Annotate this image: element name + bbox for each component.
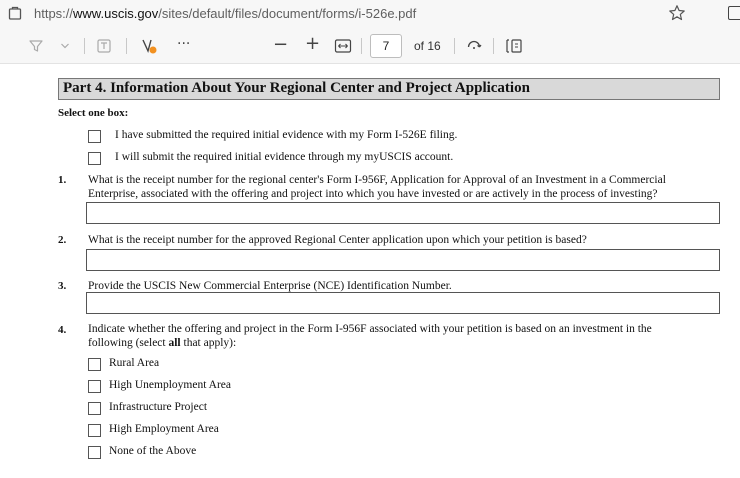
i956f-receipt-number-field[interactable] [86, 202, 720, 224]
question-1-text [88, 173, 728, 201]
evidence-submitted-label: I have submitted the required initial evidence with my Form I-526E filing. [115, 129, 458, 141]
none-of-the-above-checkbox[interactable] [88, 446, 101, 459]
url-host: www.uscis.gov [73, 6, 159, 21]
zoom-in-button[interactable]: + [305, 33, 321, 54]
infrastructure-project-label: Infrastructure Project [109, 401, 208, 413]
question-1-line-2: Enterprise, associated with the offering and project into which you have invested or are actively in the process of investing? [88, 188, 658, 200]
toolbar-divider [361, 38, 362, 54]
question-1-line-1: What is the receipt number for the regional center's Form I-956F, Application for Approval of an Investment in a Commercial [88, 174, 666, 186]
question-number: 3. [58, 280, 67, 292]
question-3-text: Provide the USCIS New Commercial Enterprise (NCE) Identification Number. [88, 280, 452, 292]
page-number-input[interactable]: 7 [370, 34, 402, 58]
question-4-text [88, 322, 728, 350]
high-employment-area-label: High Employment Area [109, 423, 219, 435]
pdf-page [0, 65, 740, 478]
high-unemployment-area-checkbox[interactable] [88, 380, 101, 393]
url-text[interactable] [34, 6, 416, 21]
high-unemployment-area-label: High Unemployment Area [109, 379, 232, 391]
page-info-icon[interactable] [8, 6, 22, 20]
pdf-toolbar [0, 28, 740, 64]
text-box-icon[interactable] [96, 38, 112, 54]
select-one-label: Select one box: [58, 107, 129, 119]
question-4-line-2 [88, 336, 728, 350]
page-total-label: of 16 [414, 39, 441, 53]
zoom-out-button[interactable]: − [273, 34, 289, 55]
sidebar-toggle-icon[interactable] [728, 6, 740, 20]
question-number: 4. [58, 324, 67, 336]
url-prefix: https:// [34, 6, 74, 21]
fit-to-width-icon[interactable] [334, 38, 352, 54]
question-4-line-1: Indicate whether the offering and project in the Form I-956F associated with your petition is based on an investment in the [88, 323, 652, 335]
toolbar-divider [126, 38, 127, 54]
toolbar-divider [493, 38, 494, 54]
more-tools-button[interactable]: ··· [177, 36, 191, 52]
question-4-line-2-bold: all [168, 337, 181, 349]
question-4-line-2-post: that apply): [180, 337, 237, 349]
address-bar [0, 0, 740, 28]
rural-area-label: Rural Area [109, 357, 160, 369]
nce-id-number-field[interactable] [86, 292, 720, 314]
page-view-icon[interactable] [505, 38, 523, 54]
draw-erase-icon[interactable] [140, 37, 158, 55]
chevron-down-icon[interactable] [60, 42, 70, 50]
part-heading-box [58, 78, 720, 100]
evidence-will-submit-checkbox[interactable] [88, 152, 101, 165]
rotate-icon[interactable] [465, 37, 483, 55]
toolbar-divider [84, 38, 85, 54]
none-of-the-above-label: None of the Above [109, 445, 197, 457]
filter-icon[interactable] [28, 38, 44, 54]
infrastructure-project-checkbox[interactable] [88, 402, 101, 415]
question-2-text: What is the receipt number for the approved Regional Center application upon which your petition is based? [88, 234, 587, 246]
question-number: 1. [58, 174, 67, 186]
question-number: 2. [58, 234, 67, 246]
part-heading: Part 4. Information About Your Regional Center and Project Application [63, 80, 530, 96]
question-4-line-2-pre: following (select [88, 337, 169, 349]
evidence-will-submit-label: I will submit the required initial evidence through my myUSCIS account. [115, 151, 454, 163]
evidence-submitted-checkbox[interactable] [88, 130, 101, 143]
toolbar-divider [454, 38, 455, 54]
rural-area-checkbox[interactable] [88, 358, 101, 371]
url-path: /sites/default/files/document/forms/i-526e.pdf [158, 6, 417, 21]
regional-center-receipt-field[interactable] [86, 249, 720, 271]
high-employment-area-checkbox[interactable] [88, 424, 101, 437]
favorite-star-icon[interactable] [668, 4, 686, 22]
